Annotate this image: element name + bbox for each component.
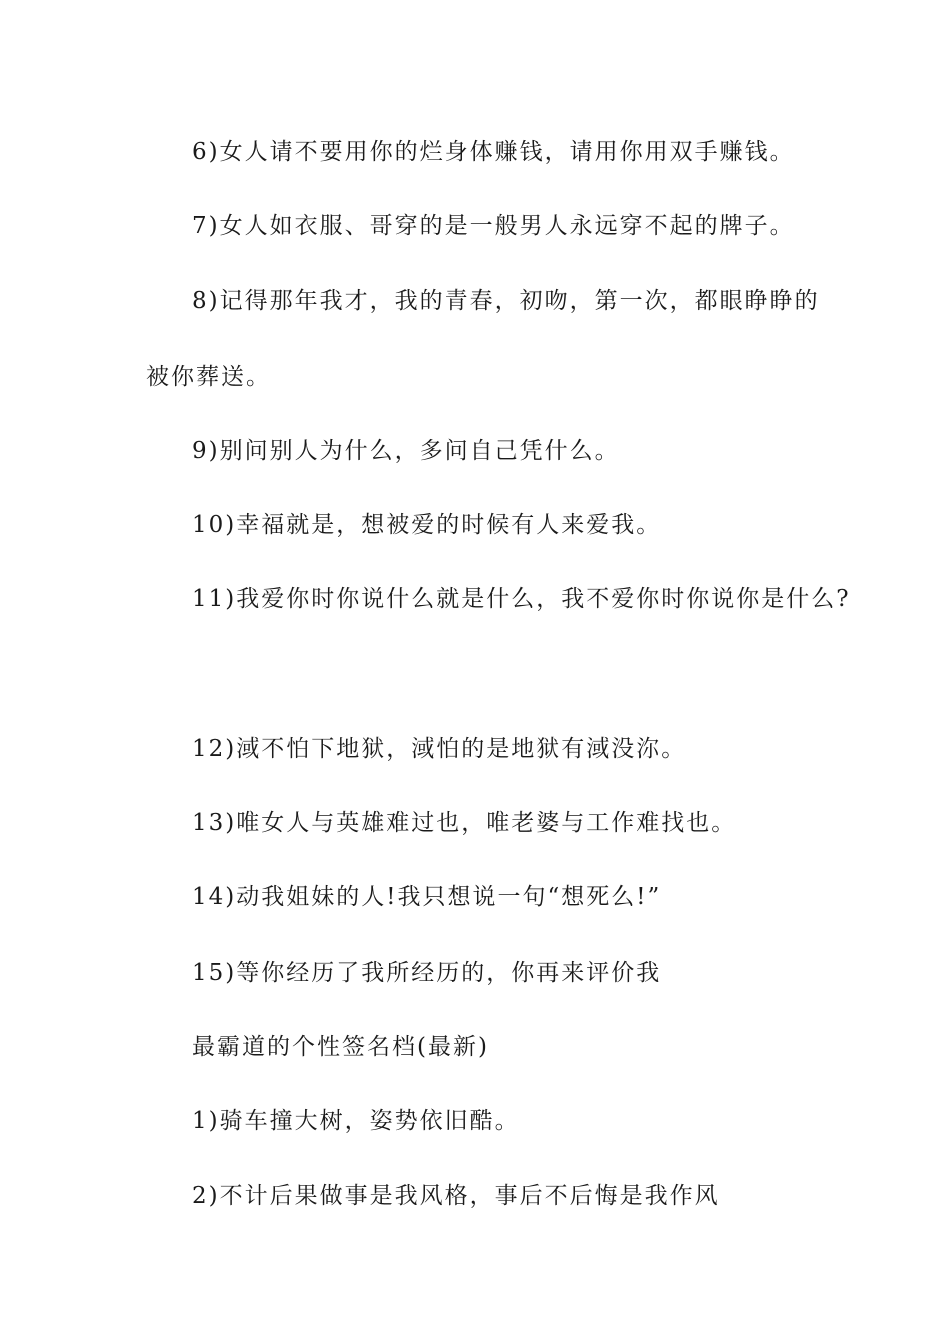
text-line-quote-11: 11)我爱你时你说什么就是什么，我不爱你时你说你是什么?: [192, 586, 851, 612]
text-line-item-2: 2)不计后果做事是我风格，事后不后悔是我作风: [192, 1183, 720, 1209]
text-line-item-1: 1)骑车撞大树，姿势依旧酷。: [192, 1108, 520, 1134]
text-line-quote-7: 7)女人如衣服、哥穿的是一般男人永远穿不起的牌子。: [192, 213, 795, 239]
text-line-quote-9: 9)别问别人为什么，多问自己凭什么。: [192, 438, 620, 464]
text-line-quote-12: 12)淢不怕下地狱，淢怕的是地狱有淢没沵。: [192, 736, 687, 762]
text-line-quote-13: 13)唯女人与英雄难过也，唯老婆与工作难找也。: [192, 810, 737, 836]
text-line-quote-8-continued: 被你葬送。: [146, 364, 271, 390]
text-line-quote-8: 8)记得那年我才，我的青春，初吻，第一次，都眼睁睁的: [192, 288, 820, 314]
text-line-quote-6: 6)女人请不要用你的烂身体赚钱，请用你用双手赚钱。: [192, 139, 795, 165]
section-heading: 最霸道的个性签名档(最新): [192, 1034, 489, 1060]
text-line-quote-14: 14)动我姐妹的人!我只想说一句“想死么!”: [192, 884, 662, 910]
text-line-quote-10: 10)幸福就是，想被爱的时候有人来爱我。: [192, 512, 662, 538]
text-line-quote-15: 15)等你经历了我所经历的，你再来评价我: [192, 960, 662, 986]
